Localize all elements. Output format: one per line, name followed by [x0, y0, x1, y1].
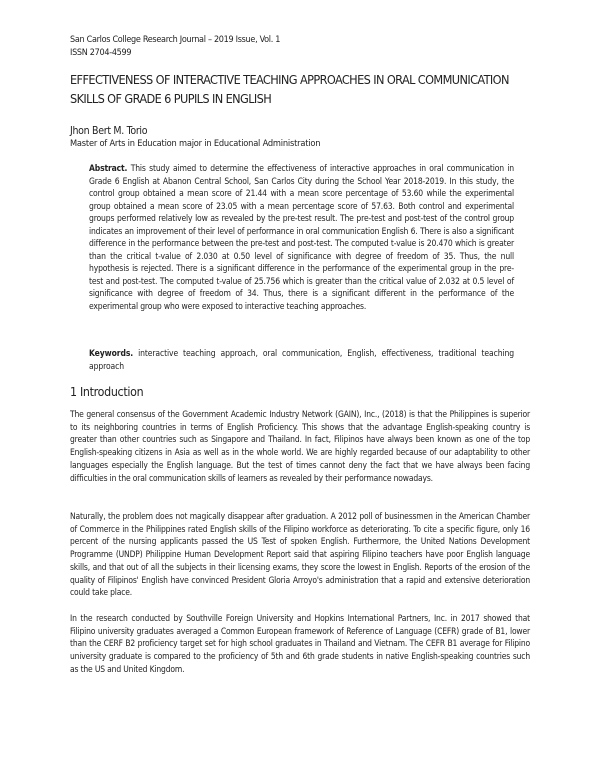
keywords-label: Keywords. [89, 349, 134, 359]
keywords-text: interactive teaching approach, oral communication, English, effectiveness, traditional teaching approach [89, 349, 515, 372]
paper-title: EFFECTIVENESS OF INTERACTIVE TEACHING APPROACHES IN ORAL COMMUNICATION SKILLS OF GRADE 6 PUPILS IN ENGLISH [70, 72, 509, 106]
abstract [89, 163, 514, 314]
body-paragraph: The general consensus of the Government Academic Industry Network (GAIN), Inc., (2018) is that the Philippines is superior to its neighboring countries in terms of English Proficiency. This shows that the advantage English-speaking country is greater than other countries such as Singapore and Thailand. In fact, Filipinos have always been known as one of the top English-speaking citizens in Asia as well as in the whole world. We are highly regarded because of our adaptability to other languages especially the English language. But the test of times cannot deny the fact that we have always been facing difficulties in the oral communication skills of learners as revealed by their performance nowadays. [70, 409, 530, 483]
author-name: Jhon Bert M. Torio [70, 125, 148, 137]
body-paragraph: In the research conducted by Southville Foreign University and Hopkins International Partners, Inc. in 2017 showed that Filipino university graduates averaged a Common European framework of Reference of Language (CEFR) grade of B1, lower than the CERF B2 proficiency target set for high school graduates in Thailand and Vietnam. The CEFR B1 average for Filipino university graduate is compared to the proficiency of 5th and 6th grade students in native English-speaking countries such as the US and United Kingdom. [70, 613, 530, 674]
journal-name: San Carlos College Research Journal – 2019 Issue, Vol. 1 [70, 35, 281, 45]
author-affiliation: Master of Arts in Education major in Educational Administration [70, 138, 321, 149]
abstract-text: This study aimed to determine the effectiveness of interactive approaches in oral communication in Grade 6 English at Abanon Central School, San Carlos City during the School Year 2018-2019. In this study, the control group obtained a mean score of 21.44 with a mean score percentage of 53.60 while the experimental group obtained a mean score of 23.05 with a mean percentage score of 57.63. Both control and experimental groups performed relatively low as revealed by the pre-test result. The pre-test and post-test of the control group indicates an improvement of their level of performance in oral communication English 6. There is also a significant difference in the performance between the pre-test and post-test. The computed t-value is 20.470 which is greater than the critical t-value of 2.030 at 0.50 level of significance with degree of freedom of 35. Thus, the null hypothesis is rejected. There is a significant difference in the performance of the experimental group in the pre-test and post-test. The computed t-value of 25.756 which is greater than the critical value of 2.032 at 0.5 level of significance with degree of freedom of 34. Thus, there is a significant different in the performance of the experimental group who were exposed to interactive teaching approaches. [89, 164, 515, 313]
abstract-label: Abstract. [89, 164, 128, 174]
journal-header [70, 34, 280, 60]
section-heading: 1 Introduction [70, 385, 144, 399]
body-paragraph: Naturally, the problem does not magically disappear after graduation. A 2012 poll of businessmen in the American Chamber of Commerce in the Philippines rated English skills of the Filipino workforce as deteriorating. To cite a specific figure, only 16 percent of the nursing applicants passed the US Test of spoken English. Furthermore, the United Nations Development Programme (UNDP) Philippine Human Development Report said that aspiring Filipino teachers have poor English language skills, and that out of all the subjects in their licensing exams, they score the lowest in English. Reports of the erosion of the quality of Filipinos' English have convinced President Gloria Arroyo's administration that a rapid and extensive deterioration could take place. [70, 511, 530, 598]
keywords [89, 348, 514, 373]
issn: ISSN 2704-4599 [70, 48, 132, 58]
